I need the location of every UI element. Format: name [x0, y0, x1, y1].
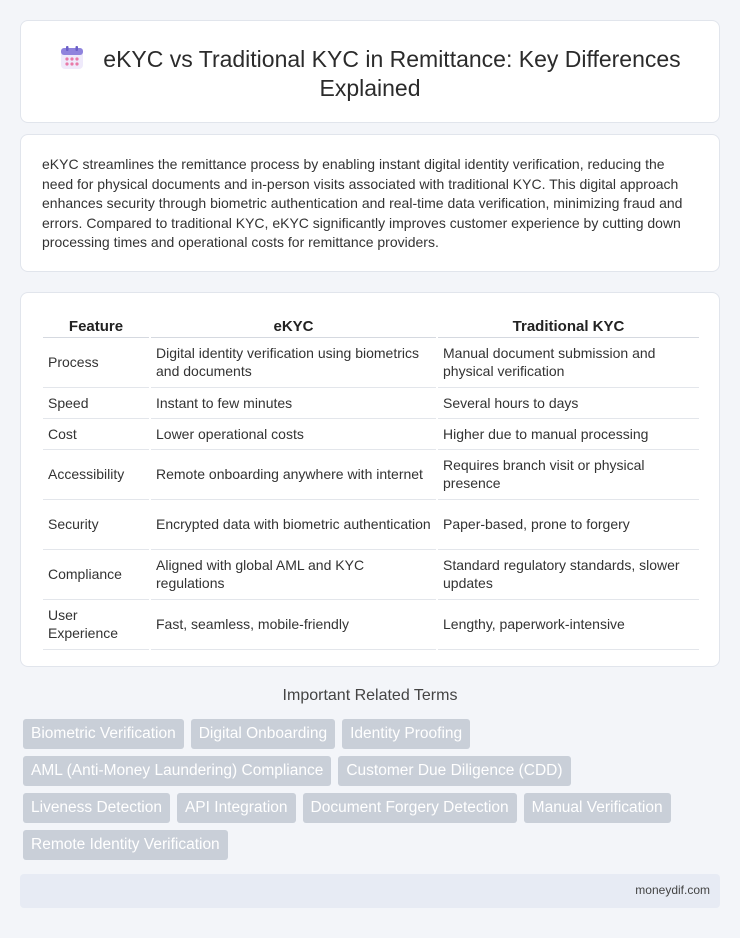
page-title-text: eKYC vs Traditional KYC in Remittance: Key Differences Explained	[103, 46, 681, 101]
title-card	[20, 20, 720, 123]
cell-ekyc: Fast, seamless, mobile-friendly	[150, 599, 437, 649]
table-header-row	[43, 315, 699, 337]
tag-liveness-detection[interactable]: Liveness Detection	[23, 793, 170, 823]
tag-row	[23, 830, 703, 860]
cell-traditional: Higher due to manual processing	[437, 418, 699, 449]
table-row	[43, 599, 699, 649]
table-row	[43, 418, 699, 449]
related-terms-title: Important Related Terms	[282, 687, 458, 704]
header-traditional-kyc: Traditional KYC	[437, 315, 699, 337]
footer-site-link[interactable]: moneydif.com	[635, 883, 710, 897]
comparison-table	[43, 315, 699, 650]
cell-feature: Accessibility	[43, 449, 150, 499]
header-ekyc: eKYC	[150, 315, 437, 337]
calendar-icon	[59, 45, 85, 71]
table-row	[43, 449, 699, 499]
tag-api-integration[interactable]: API Integration	[177, 793, 296, 823]
cell-ekyc: Digital identity verification using biometrics and documents	[150, 337, 437, 387]
cell-traditional: Requires branch visit or physical presence	[437, 449, 699, 499]
related-terms-tags	[23, 719, 703, 867]
cell-ekyc: Remote onboarding anywhere with internet	[150, 449, 437, 499]
comparison-card	[20, 292, 720, 667]
cell-ekyc: Encrypted data with biometric authentication	[150, 499, 437, 549]
cell-traditional: Manual document submission and physical verification	[437, 337, 699, 387]
tag-aml-compliance[interactable]: AML (Anti-Money Laundering) Compliance	[23, 756, 331, 786]
tag-identity-proofing[interactable]: Identity Proofing	[342, 719, 470, 749]
cell-feature: Compliance	[43, 549, 150, 599]
cell-ekyc: Instant to few minutes	[150, 387, 437, 418]
tag-manual-verification[interactable]: Manual Verification	[524, 793, 671, 823]
cell-feature: Process	[43, 337, 150, 387]
footer	[20, 874, 720, 908]
cell-feature: Security	[43, 499, 150, 549]
cell-feature: Speed	[43, 387, 150, 418]
cell-feature: User Experience	[43, 599, 150, 649]
tag-document-forgery-detection[interactable]: Document Forgery Detection	[303, 793, 517, 823]
tag-row	[23, 719, 703, 749]
tag-biometric-verification[interactable]: Biometric Verification	[23, 719, 184, 749]
intro-card	[20, 134, 720, 272]
cell-traditional: Lengthy, paperwork-intensive	[437, 599, 699, 649]
cell-ekyc: Aligned with global AML and KYC regulations	[150, 549, 437, 599]
table-row	[43, 499, 699, 549]
table-row	[43, 387, 699, 418]
table-row	[43, 549, 699, 599]
cell-traditional: Paper-based, prone to forgery	[437, 499, 699, 549]
intro-paragraph: eKYC streamlines the remittance process by enabling instant digital identity verification, reducing the need for physical documents and in-person visits associated with traditional KYC. This digital approach enhances security through biometric authentication and real-time data verification, minimizing fraud and errors. Compared to traditional KYC, eKYC significantly improves customer experience by cutting down processing times and operational costs for remittance providers.	[42, 156, 683, 251]
cell-feature: Cost	[43, 418, 150, 449]
header-feature: Feature	[43, 315, 150, 337]
page-title	[21, 45, 719, 103]
tag-customer-due-diligence[interactable]: Customer Due Diligence (CDD)	[338, 756, 570, 786]
cell-traditional: Several hours to days	[437, 387, 699, 418]
cell-ekyc: Lower operational costs	[150, 418, 437, 449]
tag-row	[23, 793, 703, 823]
tag-digital-onboarding[interactable]: Digital Onboarding	[191, 719, 335, 749]
table-row	[43, 337, 699, 387]
cell-traditional: Standard regulatory standards, slower updates	[437, 549, 699, 599]
tag-row	[23, 756, 703, 786]
tag-remote-identity-verification[interactable]: Remote Identity Verification	[23, 830, 228, 860]
